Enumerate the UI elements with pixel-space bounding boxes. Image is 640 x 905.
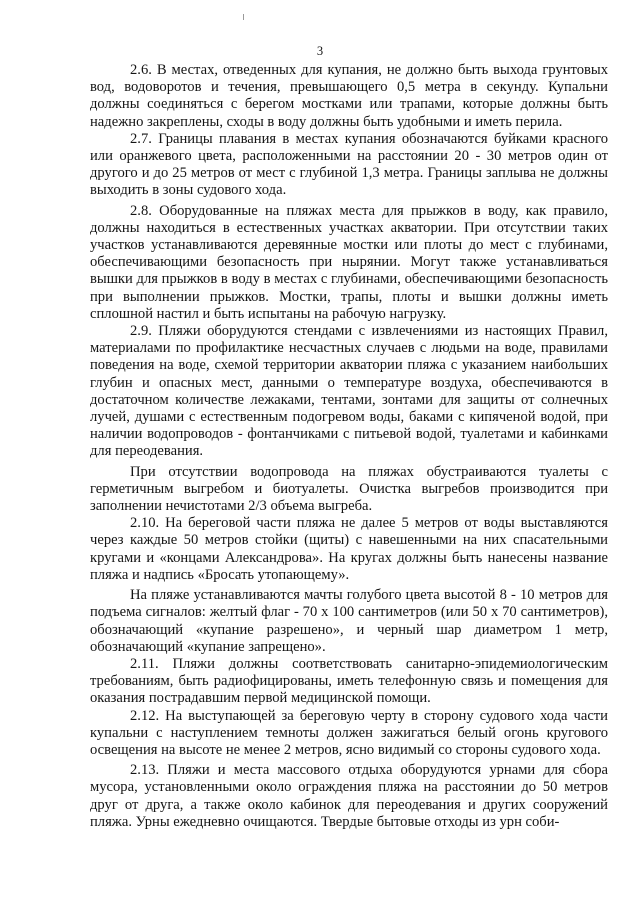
paragraph-2-7: 2.7. Границы плавания в местах купания обозначаются буйками красного или оранжевого цвета, расположенными на расстоянии 20 - 30 метров один от другого и до 25 метров от мест с глубиной 1,3 метра. Границы заплыва не должны выходить в зоны судового хода. [90,130,608,199]
scan-artifact [243,14,244,20]
paragraph-2-10: 2.10. На береговой части пляжа не далее 5 метров от воды выставляются через каждые 50 метров стойки (щиты) с навешенными на них спасательными кругами и «концами Александрова». На кругах должны быть нанесены название пляжа и надпись «Бросать утопающему». [90,515,608,583]
paragraph-signal-masts: На пляже устанавливаются мачты голубого цвета высотой 8 - 10 метров для подъема сигналов: желтый флаг - 70 х 100 сантиметров (или 50 х 70 сантиметров), обозначающий «купание разрешено», и черный шар диаметром 1 метр, обозначающий «купание запрещено». [90,587,608,655]
paragraph-2-9: 2.9. Пляжи оборудуются стендами с извлечениями из настоящих Правил, материалами по профилактике несчастных случаев с людьми на воде, правилами поведения на воде, схемой территории акватории пляжа с указанием наибольших глубин и опасных мест, данными о температуре воздуха, обеспечиваются в достаточном количестве лежаками, тентами, зонтами для защиты от солнечных лучей, душами с естественным подогревом воды, баками с кипяченой водой, при наличии водопроводов - фонтанчиками с питьевой водой, туалетами и кабинками для переодевания. [90,323,608,460]
paragraph-2-11: 2.11. Пляжи должны соответствовать санитарно-эпидемиологическим требованиям, быть радиофицированы, иметь телефонную связь и помещения для оказания пострадавшим первой медицинской помощи. [90,655,608,707]
paragraph-2-12: 2.12. На выступающей за береговую черту в сторону судового хода части купальни с наступлением темноты должен зажигаться белый огонь кругового освещения на высоте не менее 2 метров, ясно видимый со стороны судового хода. [90,707,608,758]
paragraph-2-6: 2.6. В местах, отведенных для купания, не должно быть выхода грунтовых вод, водоворотов и течения, превышающего 0,5 метра в секунду. Купальни должны соединяться с берегом мостками или трапами, которые должны быть надежно закреплены, сходы в воду должны быть удобными и иметь перила. [90,62,608,130]
page-number: 3 [316,44,324,58]
paragraph-toilets: При отсутствии водопровода на пляжах обустраиваются туалеты с герметичным выгребом и биотуалеты. Очистка выгребов производится при заполнении нечистотами 2/3 объема выгреба. [90,463,608,515]
paragraph-2-13: 2.13. Пляжи и места массового отдыха оборудуются урнами для сбора мусора, установленными около ограждения пляжа на расстоянии до 50 метров друг от друга, а также около кабинок для переодевания и других сооружений пляжа. Урны ежедневно очищаются. Твердые бытовые отходы из урн соби- [90,762,608,830]
document-body [90,62,608,831]
paragraph-2-8: 2.8. Оборудованные на пляжах места для прыжков в воду, как правило, должны находиться в естественных участках акватории. При отсутствии таких участков устанавливаются деревянные мостки или плоты до мест с глубинами, обеспечивающими безопасность при нырянии. Могут также устанавливаться вышки для прыжков в воду в местах с глубинами, обеспечивающими безопасность при выполнении прыжков. Мостки, трапы, плоты и вышки должны иметь сплошной настил и быть испытаны на рабочую нагрузку. [90,202,608,322]
